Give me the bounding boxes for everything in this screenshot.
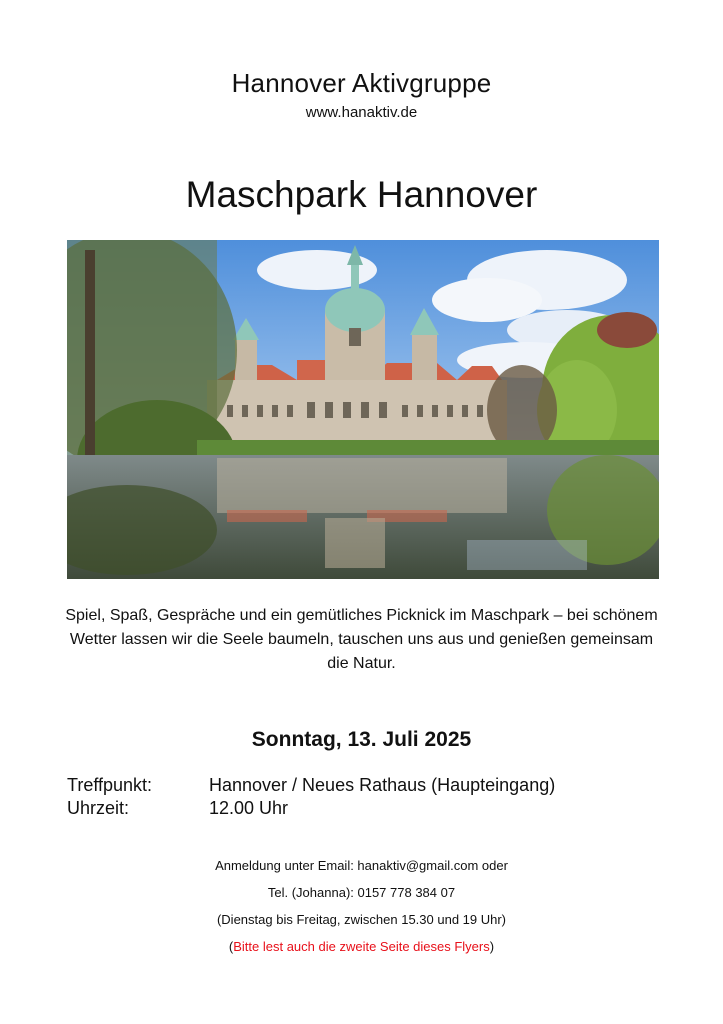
registration-email-line: Anmeldung unter Email: hanaktiv@gmail.com oder — [215, 858, 508, 873]
meeting-point-row — [67, 775, 667, 799]
time-label: Uhrzeit: — [67, 798, 130, 818]
event-date: Sonntag, 13. Juli 2025 — [251, 728, 472, 751]
rathaus-photo — [67, 240, 659, 579]
note-open-paren: ( — [228, 939, 234, 954]
time-row — [67, 798, 667, 822]
second-page-note — [0, 939, 723, 954]
org-name: Hannover Aktivgruppe — [231, 68, 492, 98]
note-close-paren: ) — [489, 939, 495, 954]
note-red-text: Bitte lest auch die zweite Seite dieses Flyers — [233, 939, 490, 954]
flyer-title: Maschpark Hannover — [185, 174, 538, 215]
intro-paragraph: Spiel, Spaß, Gespräche und ein gemütliches Picknick im Maschpark – bei schönem Wetter lassen wir die Seele baumeln, tauschen uns aus und genießen gemeinsam die Natur. — [65, 607, 658, 672]
org-website: www.hanaktiv.de — [305, 104, 418, 121]
meeting-point-label: Treffpunkt: — [67, 775, 153, 795]
registration-hours-line: (Dienstag bis Freitag, zwischen 15.30 und 19 Uhr) — [216, 912, 507, 927]
time-value: 12.00 Uhr — [209, 798, 289, 818]
meeting-point-value: Hannover / Neues Rathaus (Haupteingang) — [209, 775, 556, 795]
registration-phone-line: Tel. (Johanna): 0157 778 384 07 — [267, 885, 456, 900]
